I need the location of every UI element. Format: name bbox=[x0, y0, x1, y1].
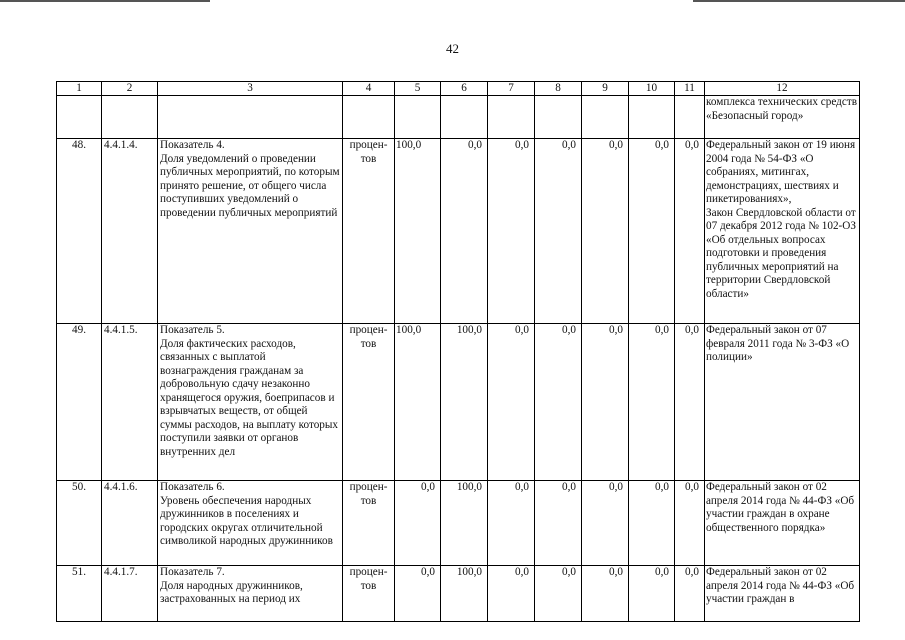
value-cell bbox=[582, 96, 629, 139]
legal-basis: Федеральный закон от 07 февраля 2011 года № 3-ФЗ «О полиции» bbox=[705, 324, 860, 481]
value-cell: 0,0 bbox=[395, 566, 441, 622]
header-cell: 12 bbox=[705, 82, 860, 96]
header-cell: 6 bbox=[441, 82, 488, 96]
indicator-name: Показатель 6. Уровень обеспечения народных дружинников в поселениях и городских округах отличительной символикой народных дружинников bbox=[158, 481, 343, 566]
value-cell bbox=[441, 96, 488, 139]
unit: процен- тов bbox=[343, 481, 395, 566]
indicator-name: Показатель 7. Доля народных дружинников, застрахованных на период их bbox=[158, 566, 343, 622]
value-cell: 0,0 bbox=[675, 481, 705, 566]
value-cell: 0,0 bbox=[535, 481, 582, 566]
row-number: 51. bbox=[57, 566, 102, 622]
value-cell: 0,0 bbox=[629, 324, 675, 481]
header-cell: 11 bbox=[675, 82, 705, 96]
value-cell: 0,0 bbox=[675, 139, 705, 324]
value-cell: 0,0 bbox=[488, 139, 535, 324]
value-cell bbox=[395, 96, 441, 139]
value-cell: 0,0 bbox=[535, 139, 582, 324]
value-cell: 0,0 bbox=[535, 324, 582, 481]
value-cell: 100,0 bbox=[441, 481, 488, 566]
legal-basis: Федеральный закон от 19 июня 2004 года № 54-ФЗ «О собраниях, митингах, демонстрациях, шествиях и пикетированиях», Закон Свердловской области от 07 декабря 2012 года № 102-ОЗ «Об отдельных вопросах подготовки и проведения публичных мероприятий на территории Свердловской области» bbox=[705, 139, 860, 324]
unit bbox=[343, 96, 395, 139]
indicator-name bbox=[158, 96, 343, 139]
row-number: 48. bbox=[57, 139, 102, 324]
legal-basis: Федеральный закон от 02 апреля 2014 года № 44-ФЗ «Об участии граждан в охране общественного порядка» bbox=[705, 481, 860, 566]
value-cell: 0,0 bbox=[488, 566, 535, 622]
value-cell: 0,0 bbox=[535, 566, 582, 622]
page-number: 42 bbox=[446, 41, 459, 56]
value-cell: 0,0 bbox=[582, 139, 629, 324]
table-row bbox=[57, 96, 860, 139]
value-cell: 0,0 bbox=[675, 324, 705, 481]
table-row bbox=[57, 324, 860, 481]
row-number: 49. bbox=[57, 324, 102, 481]
value-cell bbox=[629, 96, 675, 139]
header-cell: 5 bbox=[395, 82, 441, 96]
table-row bbox=[57, 139, 860, 324]
value-cell: 100,0 bbox=[441, 566, 488, 622]
legal-basis: Федеральный закон от 02 апреля 2014 года № 44-ФЗ «Об участии граждан в bbox=[705, 566, 860, 622]
header-cell: 9 bbox=[582, 82, 629, 96]
header-cell: 2 bbox=[102, 82, 158, 96]
table-row bbox=[57, 566, 860, 622]
legal-basis: комплекса технических средств «Безопасный город» bbox=[705, 96, 860, 139]
top-rule-right bbox=[693, 0, 905, 2]
value-cell: 0,0 bbox=[675, 566, 705, 622]
value-cell bbox=[675, 96, 705, 139]
value-cell: 100,0 bbox=[441, 324, 488, 481]
header-cell: 7 bbox=[488, 82, 535, 96]
unit: процен- тов bbox=[343, 324, 395, 481]
table-header-row bbox=[57, 82, 860, 96]
value-cell: 100,0 bbox=[395, 324, 441, 481]
value-cell: 0,0 bbox=[488, 324, 535, 481]
value-cell: 0,0 bbox=[582, 481, 629, 566]
indicator-code: 4.4.1.5. bbox=[102, 324, 158, 481]
header-cell: 10 bbox=[629, 82, 675, 96]
value-cell bbox=[535, 96, 582, 139]
value-cell: 0,0 bbox=[629, 481, 675, 566]
header-cell: 8 bbox=[535, 82, 582, 96]
header-cell: 3 bbox=[158, 82, 343, 96]
indicators-table bbox=[56, 81, 860, 622]
value-cell: 0,0 bbox=[488, 481, 535, 566]
unit: процен- тов bbox=[343, 566, 395, 622]
indicator-name: Показатель 5. Доля фактических расходов, связанных с выплатой вознаграждения гражданам за добровольную сдачу незаконно хранящегося оружия, боеприпасов и взрывчатых веществ, от общей суммы расходов, на выплату которых поступили заявки от органов внутренних дел bbox=[158, 324, 343, 481]
value-cell: 0,0 bbox=[582, 566, 629, 622]
unit: процен- тов bbox=[343, 139, 395, 324]
value-cell: 0,0 bbox=[629, 566, 675, 622]
row-number bbox=[57, 96, 102, 139]
header-cell: 4 bbox=[343, 82, 395, 96]
indicator-code: 4.4.1.7. bbox=[102, 566, 158, 622]
value-cell: 0,0 bbox=[441, 139, 488, 324]
value-cell: 0,0 bbox=[582, 324, 629, 481]
header-cell: 1 bbox=[57, 82, 102, 96]
top-rule-left bbox=[0, 0, 210, 2]
value-cell: 0,0 bbox=[629, 139, 675, 324]
value-cell bbox=[488, 96, 535, 139]
indicator-code bbox=[102, 96, 158, 139]
value-cell: 100,0 bbox=[395, 139, 441, 324]
value-cell: 0,0 bbox=[395, 481, 441, 566]
table-row bbox=[57, 481, 860, 566]
indicator-code: 4.4.1.4. bbox=[102, 139, 158, 324]
indicator-code: 4.4.1.6. bbox=[102, 481, 158, 566]
indicator-name: Показатель 4. Доля уведомлений о проведении публичных мероприятий, по которым принято решение, от общего числа поступивших уведомлений о проведении публичных мероприятий bbox=[158, 139, 343, 324]
row-number: 50. bbox=[57, 481, 102, 566]
